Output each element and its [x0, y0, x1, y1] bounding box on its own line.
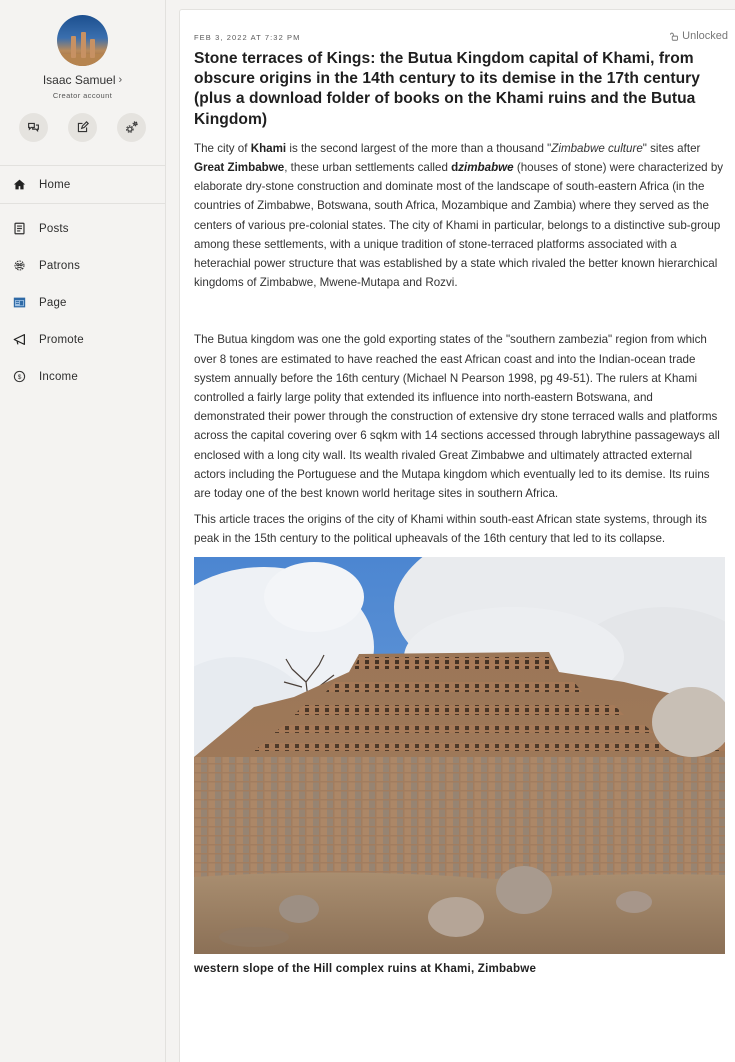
post-image[interactable] [194, 557, 725, 954]
sidebar-item-label: Income [39, 370, 78, 383]
sidebar-item-promote[interactable] [0, 321, 165, 358]
paragraph-butua: The Butua kingdom was one the gold exporting states of the "southern zambezia" region from which over 8 tones are estimated to have reached the east African coast and into the Indian-ocean trade system annually before the 16th century (Michael N Pearson 1998, pg 49-51). The rulers at Khami controlled a fairly large polity that extended its influence into north-eastern Botswana, and demonstrated their power through the construction of extensive dry stone terraced walls and platforms across the capital covering over 6 sqkm with 14 sections accessed through labrythine passageways all enclosed with a long city wall. Its wealth rivaled Great Zimbabwe and ultimately attracted external actors including the Portuguese and the Mutapa kingdom which eventually led to its demise. Its ruins are today one of the best known world heritage sites in southern Africa. [194, 333, 720, 501]
patrons-icon [13, 259, 26, 272]
profile-actions [0, 113, 165, 142]
chevron-right-icon: › [118, 74, 123, 86]
settings-button[interactable] [117, 113, 146, 142]
sidebar [0, 0, 166, 1062]
sidebar-item-label: Home [39, 178, 71, 191]
profile-name: Isaac Samuel [42, 73, 116, 87]
megaphone-icon [13, 333, 26, 346]
page-icon [13, 296, 26, 309]
account-type: Creator account [52, 91, 113, 100]
profile-section [0, 0, 165, 166]
avatar-pillar [81, 32, 86, 58]
gears-icon [125, 121, 138, 134]
sidebar-item-home[interactable] [0, 166, 70, 204]
dollar-circle-icon [13, 370, 26, 383]
unlock-icon [670, 32, 679, 41]
image-caption: western slope of the Hill complex ruins at Khami, Zimbabwe [194, 961, 537, 975]
edit-icon [76, 121, 89, 134]
khami-ruins-photo [194, 557, 725, 954]
create-post-button[interactable] [68, 113, 97, 142]
avatar[interactable] [57, 15, 108, 66]
sidebar-item-label: Promote [39, 333, 84, 346]
profile-name-link[interactable] [0, 66, 165, 89]
svg-text:$: $ [17, 373, 22, 381]
avatar-pillar [90, 39, 95, 58]
access-label: Unlocked [682, 30, 728, 42]
post-body [194, 139, 726, 549]
home-icon [13, 178, 26, 191]
chat-bubbles-icon [27, 121, 40, 134]
sidebar-nav [0, 204, 165, 395]
post-title: Stone terraces of Kings: the Butua Kingdom capital of Khami, from obscure origins in the 14th century to its demise in the 17th century (plus a download folder of books on the Khami ruins and the Butua Kingdom) [194, 50, 701, 128]
paragraph-summary: This article traces the origins of the city of Khami within south-east African state systems, through its peak in the 15th century to the political upheavals of the 16th century that led to its collapse. [194, 513, 707, 546]
sidebar-item-label: Patrons [39, 259, 81, 272]
nav-home-section [0, 166, 165, 204]
sidebar-item-page[interactable] [0, 284, 165, 321]
post-card [179, 9, 735, 1062]
sidebar-item-patrons[interactable] [0, 247, 165, 284]
sidebar-item-label: Page [39, 296, 67, 309]
messages-button[interactable] [19, 113, 48, 142]
avatar-pillar [71, 36, 76, 58]
document-icon [13, 222, 26, 235]
post-meta [194, 32, 726, 42]
sidebar-item-income[interactable] [0, 358, 165, 395]
paragraph-intro: The city of Khami is the second largest of the more than a thousand "Zimbabwe culture" sites after Great Zimbabwe, these urban settlements called dzimbabwe (houses of stone) were characterized by elaborate dry-stone construction and dominate most of the landscape of south-eastern Africa (in the countries of Zimbabwe, Botswana, south Africa, Mozambique and Zambia) where they served as the centers of various pre-colonial states. The city of Khami in particular, belongs to a distinctive sub-group among these settlements, with a unique tradition of stone-terraced platforms associated with a heterachial power structure that was established by a state which rivaled the better known hierarchical kingdoms of Zimbabwe, Mwene-Mutapa and Rozvi. [194, 141, 724, 290]
sidebar-item-label: Posts [39, 222, 69, 235]
post-date: FEB 3, 2022 AT 7:32 PM [194, 33, 301, 42]
access-badge [670, 30, 728, 42]
sidebar-item-posts[interactable] [0, 210, 165, 247]
